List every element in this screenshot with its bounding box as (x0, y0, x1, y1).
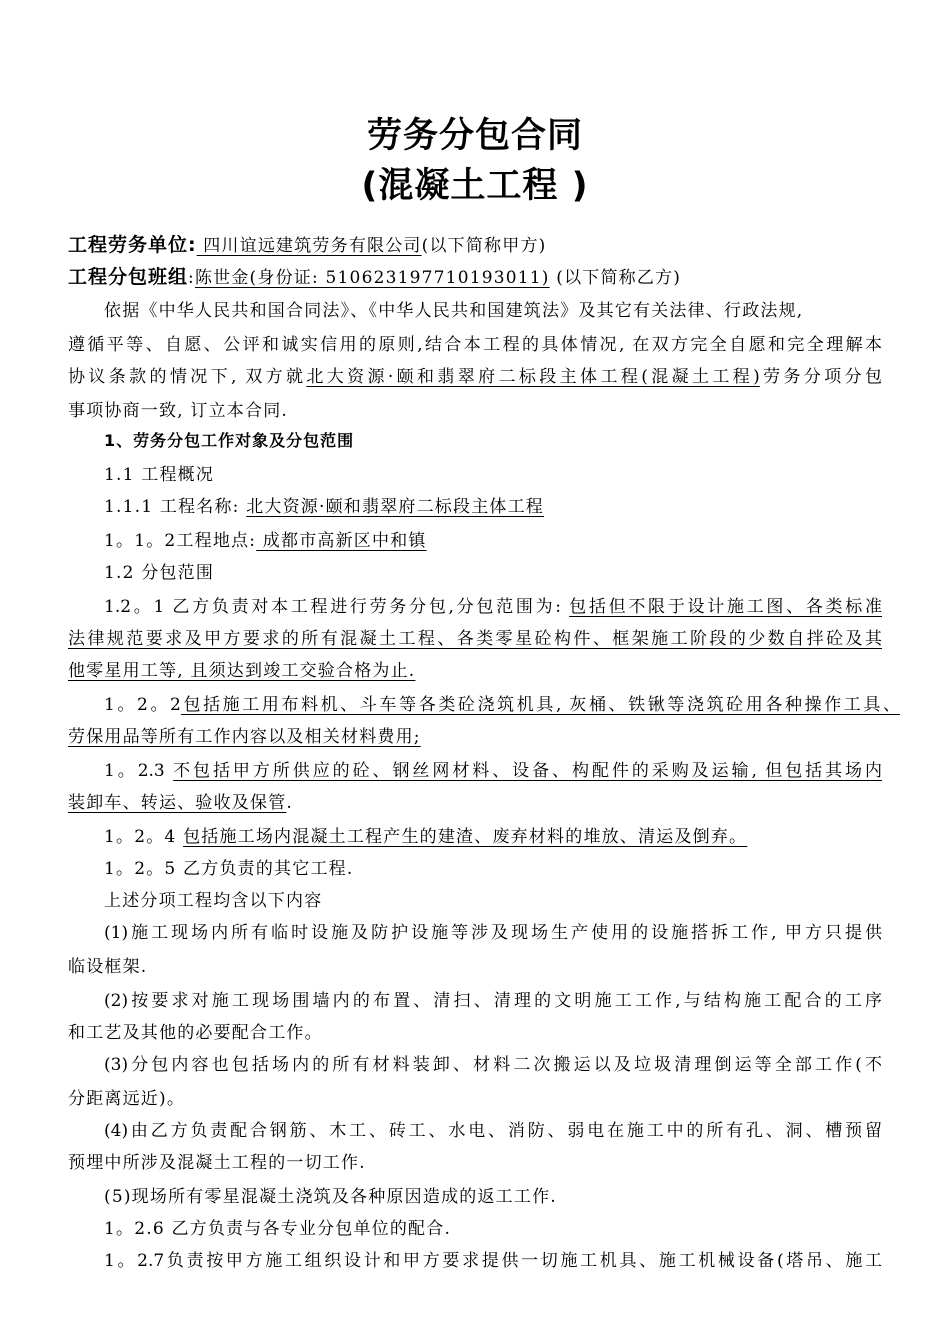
party-b-colon: : (188, 268, 195, 288)
project-name-value: 北大资源·颐和翡翠府二标段主体工程 (246, 497, 545, 517)
party-a-name: 四川谊远建筑劳务有限公司 (196, 236, 422, 256)
clause-1-2-2-line-2: 劳保用品等所有工作内容以及相关材料费用; (68, 727, 421, 747)
clause-1-2-4 (104, 822, 747, 847)
item-4-line-2: 预埋中所涉及混凝土工程的一切工作. (68, 1153, 366, 1173)
item-1-line-1: (1)施工现场内所有临时设施及防护设施等涉及现场生产使用的设施搭拆工作, 甲方只提供 (104, 923, 882, 943)
clause-1-2-4-number: 1。2。4 (104, 827, 184, 847)
party-b-label: 工程分包班组 (68, 266, 189, 288)
subitems-intro: 上述分项工程均含以下内容 (104, 891, 323, 911)
clause-1-2-4-text: 包括施工场内混凝土工程产生的建渣、废弃材料的堆放、清运及倒弃。 (183, 827, 748, 847)
item-1-line-2: 临设框架. (68, 957, 148, 977)
intro-line-4: 事项协商一致, 订立本合同. (68, 401, 289, 421)
clause-1-2-3-period: . (286, 793, 294, 813)
party-b-line (68, 262, 681, 289)
intro-line-2: 遵循平等、自愿、公评和诚实信用的原则,结合本工程的具体情况, 在双方完全自愿和完全理解本 (68, 335, 882, 355)
item-3-line-2: 分距离远近)。 (68, 1089, 186, 1109)
intro-line-3-start: 协议条款的情况下, 双方就 (68, 367, 307, 387)
project-location-value: 成都市高新区中和镇 (256, 531, 427, 551)
item-2-line-2: 和工艺及其他的必要配合工作。 (68, 1023, 323, 1043)
clause-1-1-1 (104, 492, 544, 517)
clause-1-2-2-text: 包括施工用布料机、斗车等各类砼浇筑机具, 灰桶、铁锹等浇筑砼用各种操作工具、 (180, 695, 901, 715)
section-1-heading: 1、劳务分包工作对象及分包范围 (104, 431, 355, 450)
clause-1-1: 1.1 工程概况 (104, 465, 215, 485)
intro-line-1: 依据《中华人民共和国合同法》、《中华人民共和国建筑法》及其它有关法律、行政法规, (104, 301, 804, 321)
party-b-note: (以下简称乙方) (549, 268, 682, 288)
clause-1-2-3-number: 1。2.3 (104, 761, 174, 781)
clause-1-2-2-line-1 (104, 690, 900, 715)
item-2-line-1: (2)按要求对施工现场围墙内的布置、清扫、清理的文明施工工作,与结构施工配合的工序 (104, 991, 882, 1011)
intro-line-3 (68, 362, 882, 387)
clause-1-2-3-line-2 (68, 788, 293, 813)
clause-1-2-6: 1。2.6 乙方负责与各专业分包单位的配合. (104, 1219, 452, 1239)
document-subtitle: (混凝土工程 ) (361, 166, 589, 206)
item-3-line-1: (3)分包内容也包括场内的所有材料装卸、材料二次搬运以及垃圾清理倒运等全部工作(不 (104, 1055, 882, 1075)
clause-1-2-1-line-2: 法律规范要求及甲方要求的所有混凝土工程、各类零星砼构件、框架施工阶段的少数自拌砼及其 (68, 629, 882, 649)
clause-1-2-2-number: 1。2。2 (104, 695, 181, 715)
clause-1-2-7: 1。2.7负责按甲方施工组织设计和甲方要求提供一切施工机具、施工机械设备(塔吊、施工 (104, 1251, 882, 1271)
party-b-name: 陈世金(身份证: 510623197710193011) (194, 268, 550, 288)
party-a-label: 工程劳务单位: (68, 234, 197, 256)
project-name-label: 1.1.1 工程名称: (104, 497, 247, 517)
clause-1-2-3-tail: 装卸车、转运、验收及保管 (68, 793, 287, 813)
clause-1-1-2 (104, 526, 427, 551)
clause-1-2-1-lead: 1.2。1 乙方负责对本工程进行劳务分包,分包范围为: (104, 597, 570, 617)
party-a-note: (以下简称甲方) (421, 236, 547, 256)
party-a-line (68, 230, 547, 257)
intro-line-3-end: 劳务分项分包 (759, 367, 883, 387)
project-location-label: 1。1。2工程地点: (104, 531, 257, 551)
item-4-line-1: (4)由乙方负责配合钢筋、木工、砖工、水电、消防、弱电在施工中的所有孔、洞、槽预留 (104, 1121, 882, 1141)
clause-1-2-1-line-3: 他零星用工等, 且须达到竣工交验合格为止. (68, 661, 416, 681)
clause-1-2-3-text: 不包括甲方所供应的砼、钢丝网材料、设备、构配件的采购及运输, 但包括其场内 (173, 761, 882, 781)
item-5: (5)现场所有零星混凝土浇筑及各种原因造成的返工工作. (104, 1187, 557, 1207)
clause-1-2-1-scope: 包括但不限于设计施工图、各类标准 (569, 597, 883, 617)
clause-1-2-3-line-1 (104, 756, 882, 781)
document-title: 劳务分包合同 (366, 116, 583, 156)
clause-1-2-5: 1。2。5 乙方负责的其它工程. (104, 859, 354, 879)
project-name-underlined: 北大资源·颐和翡翠府二标段主体工程(混凝土工程) (306, 367, 760, 387)
clause-1-2-1-line-1 (104, 592, 882, 617)
clause-1-2: 1.2 分包范围 (104, 563, 215, 583)
